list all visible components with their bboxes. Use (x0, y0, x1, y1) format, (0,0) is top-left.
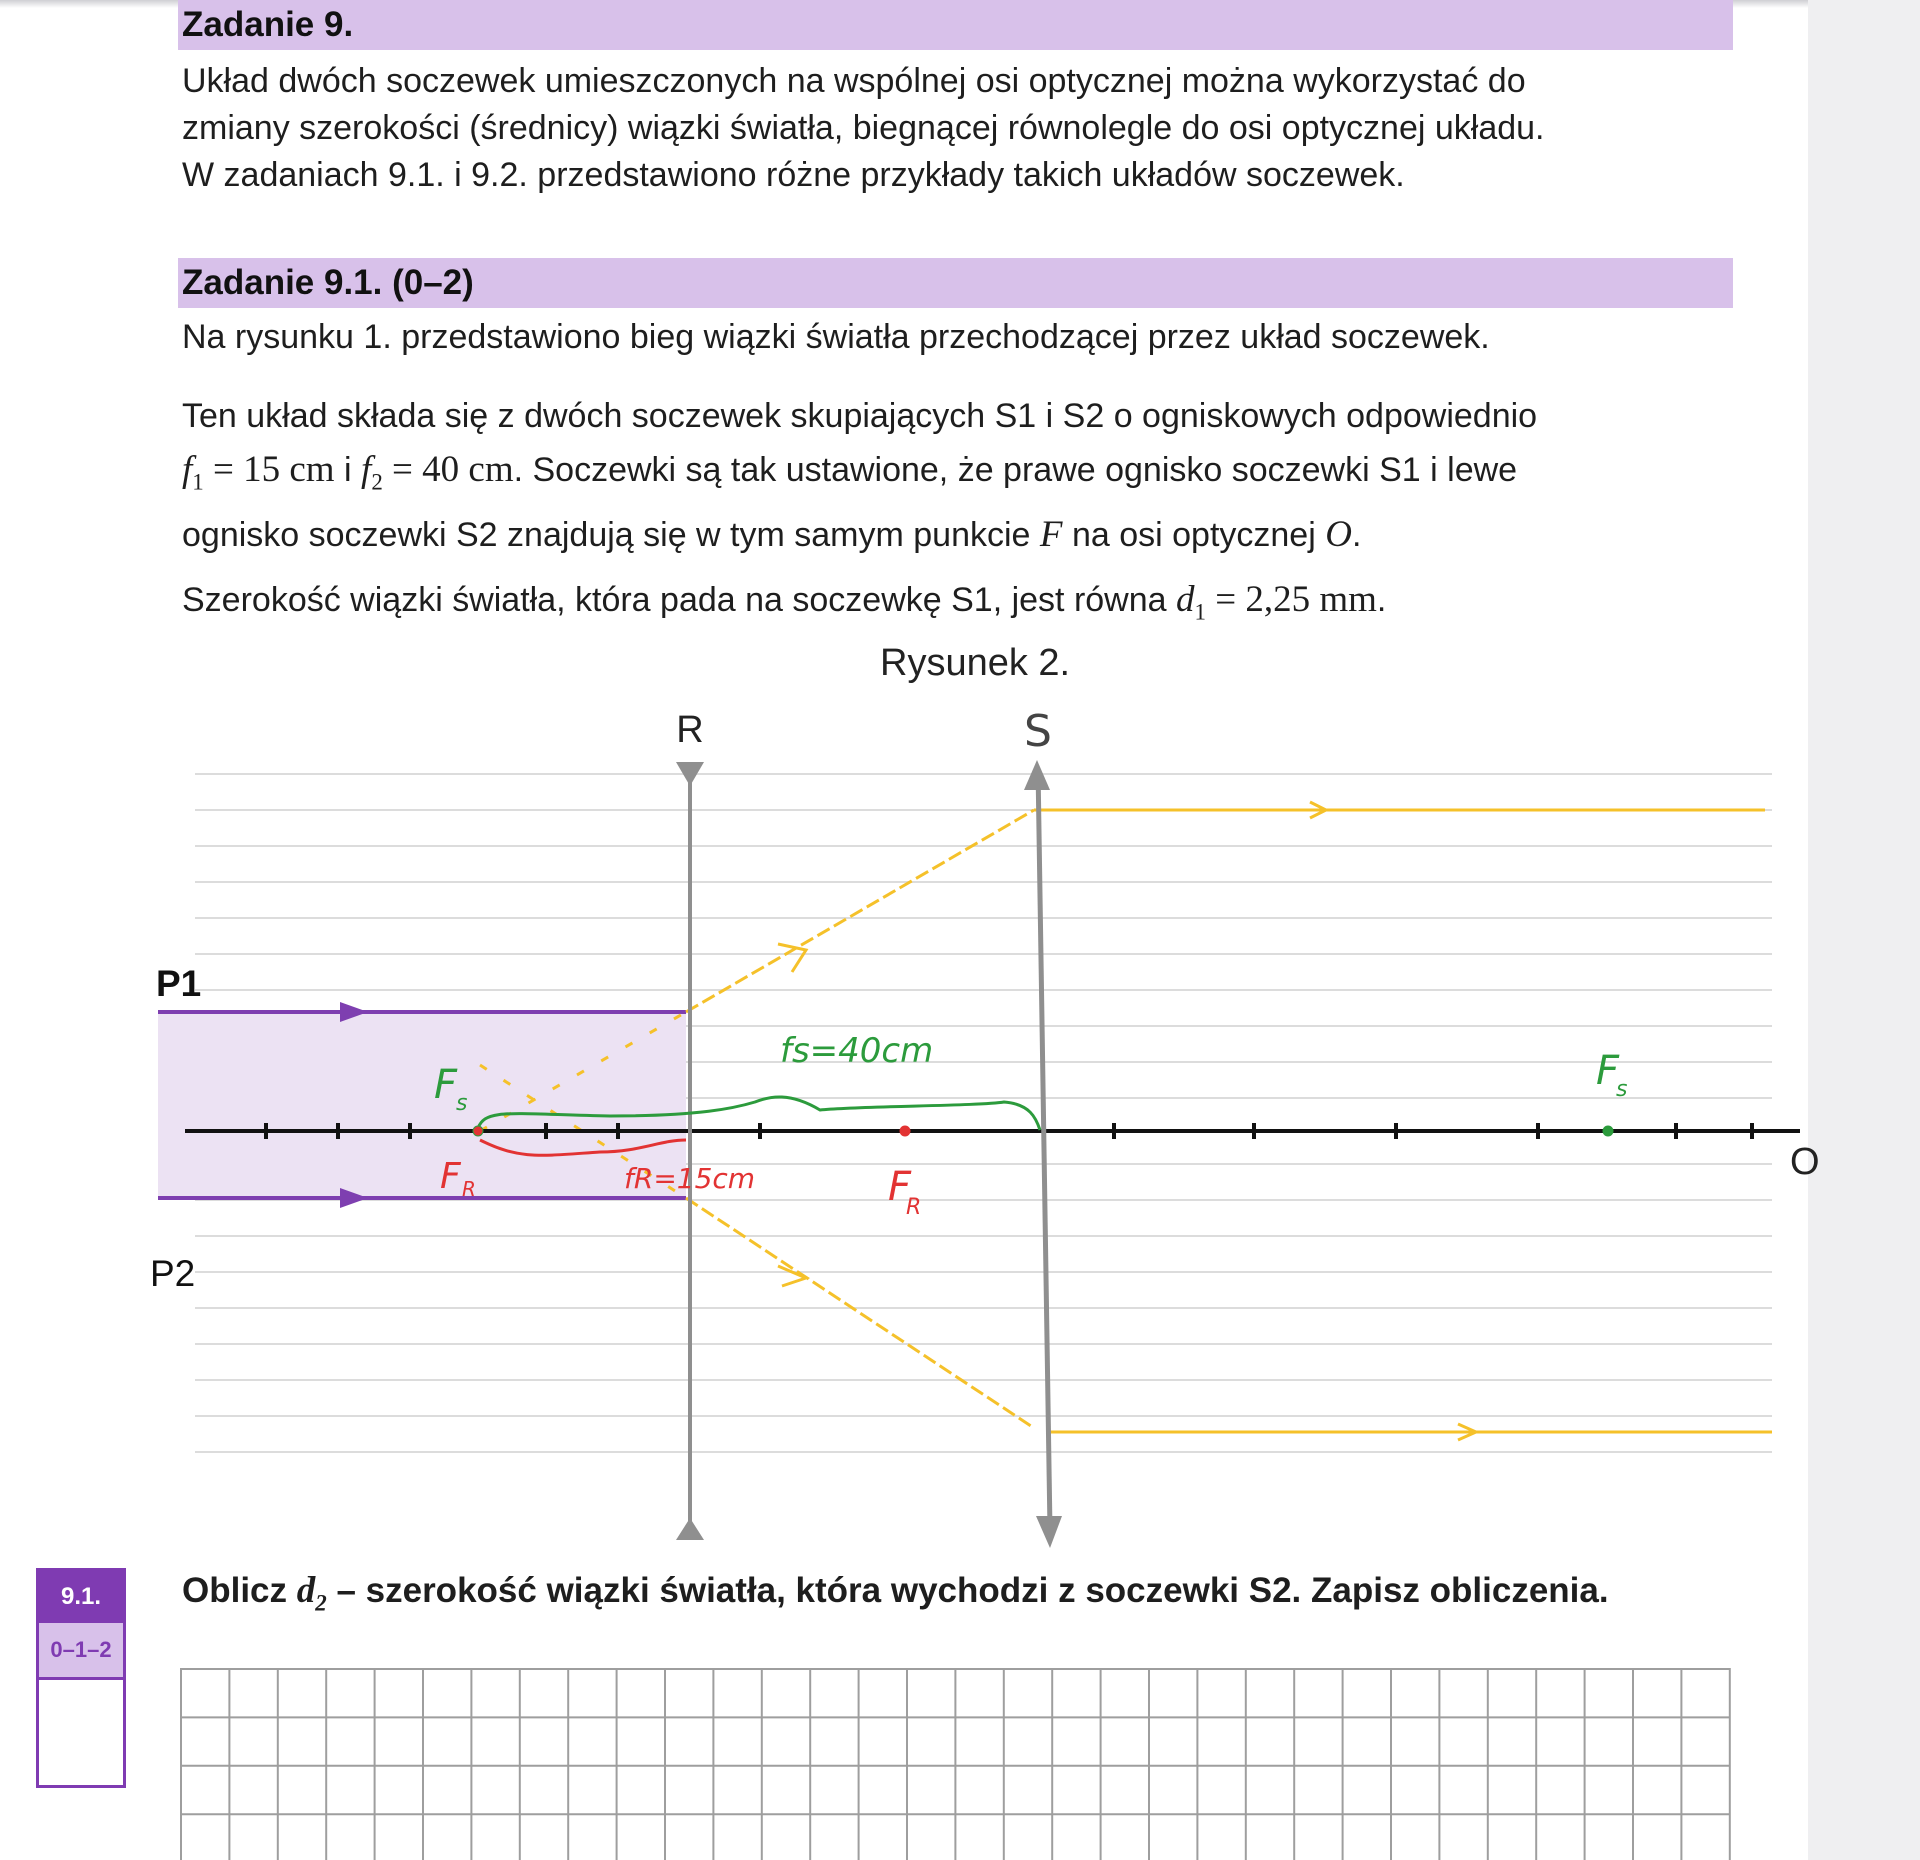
svg-text:s: s (456, 1091, 468, 1116)
lens-s (1024, 760, 1062, 1548)
task-heading: Zadanie 9. (178, 0, 1733, 50)
svg-text:F: F (440, 1156, 461, 1197)
lens-diagram (0, 700, 1820, 1560)
f1-expression: $f_1 = 15$ cm (182, 449, 335, 495)
focal-length-s-note: fs=40cm (780, 1031, 934, 1071)
subtask-paragraph-2 (182, 390, 1742, 562)
beam-p1-label: P1 (156, 963, 202, 1004)
p2-line-3: ognisko soczewki S2 znajdują się w tym samym punkcie F na osi optycznej O. (182, 514, 1362, 556)
svg-text:s: s (1616, 1077, 1628, 1102)
f2-expression: $f_2 = 40$ cm (361, 449, 514, 495)
svg-text:F: F (434, 1062, 458, 1108)
task-number-badge: 9.1. (39, 1571, 123, 1623)
svg-text:F: F (888, 1164, 912, 1210)
focus-fr-right (888, 1164, 921, 1220)
p2-line-1: Ten układ składa się z dwóch soczewek skupiających S1 i S2 o ogniskowych odpowiednio (182, 397, 1538, 435)
p2-line-2: $f_1 = 15$ cm i $f_2 = 40$ cm. Soczewki są tak ustawione, że prawe ognisko soczewki S1 i lewe (182, 449, 1518, 495)
intro-line: W zadaniach 9.1. i 9.2. przedstawiono różne przykłady takich układów soczewek. (182, 156, 1405, 194)
svg-text:R: R (462, 1177, 476, 1201)
figure-caption: Rysunek 2. (880, 642, 1071, 684)
points-badge: 0–1–2 (39, 1623, 123, 1680)
lens-r-label: R (676, 709, 704, 751)
svg-text:R: R (906, 1195, 922, 1220)
svg-text:F: F (1596, 1048, 1620, 1094)
subtask-paragraph-1: Na rysunku 1. przedstawiono bieg wiązki światła przechodzącej przez układ soczewek. (182, 318, 1490, 356)
focal-length-r-note: fR=15cm (624, 1162, 756, 1195)
right-margin (1808, 0, 1920, 1860)
intro-line: zmiany szerokości (średnicy) wiązki światła, biegnącej równolegle do osi optycznej układu. (182, 109, 1545, 147)
answer-grid[interactable] (180, 1668, 1730, 1860)
subtask-paragraph-3: Szerokość wiązki światła, która pada na soczewkę S1, jest równa $d_1 = 2,25$ mm. (182, 579, 1387, 625)
d2-variable: $d_2$ (296, 1570, 327, 1616)
intro-line: Układ dwóch soczewek umieszczonych na wspólnej osi optycznej można wykorzystać do (182, 62, 1526, 100)
subtask-heading: Zadanie 9.1. (0–2) (178, 258, 1733, 308)
question-text: Oblicz $d_2$ – szerokość wiązki światła, która wychodzi z soczewki S2. Zapisz obliczenia. (182, 1570, 1609, 1616)
axis-o-label: O (1790, 1141, 1820, 1183)
lens-s-label: S (1024, 706, 1052, 757)
task-intro (182, 58, 1742, 199)
beam-p2-label: P2 (150, 1253, 196, 1294)
d1-expression: $d_1 = 2,25$ mm (1176, 579, 1377, 625)
score-box (36, 1568, 126, 1788)
focus-fs-right (1596, 1048, 1627, 1102)
incident-beam-area (158, 1012, 686, 1198)
